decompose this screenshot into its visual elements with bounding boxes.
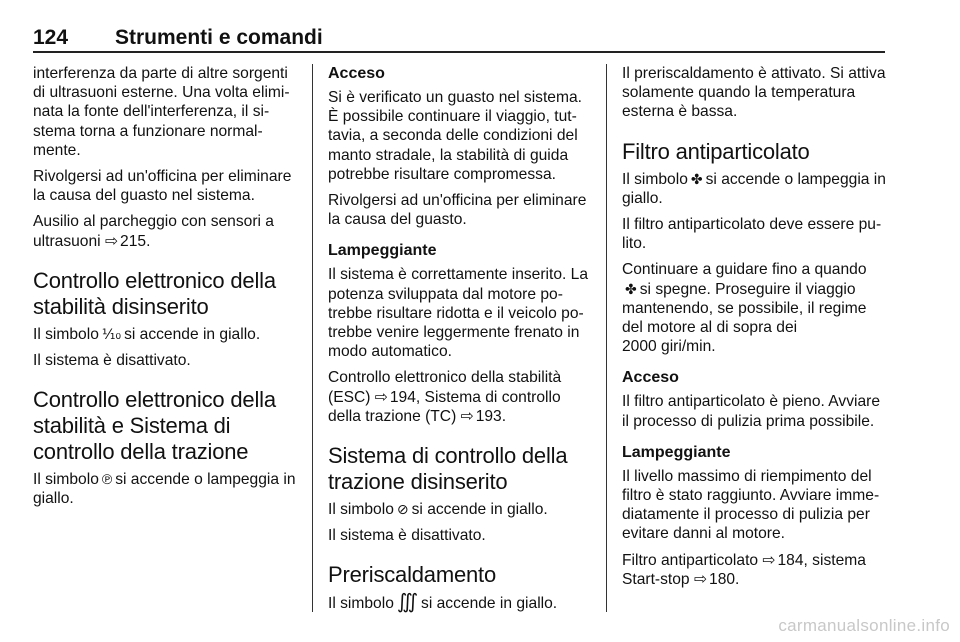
particulate-filter-icon: ✤ [690,170,703,187]
page-ref[interactable]: 193. [475,407,507,425]
page-ref[interactable]: 184, sistema Start-stop [622,551,866,588]
page-header [33,26,885,52]
paragraph [33,325,300,344]
page-ref-arrow-icon: ⇨ [104,232,119,250]
subheading: Lampeggiante [328,242,437,260]
page-ref[interactable]: 215. [120,232,151,250]
section-heading: Controllo elettronico della stabilità e Sistema di controllo della trazione [33,387,276,465]
paragraph: Il sistema è correttamente inserito. La potenza sviluppata dal motore potrebbe risultare ridotta e il veicolo potrebbe venire leggermente frenato in modo automatico. [328,266,589,361]
paragraph: Il sistema è disattivato. [33,352,191,370]
paragraph: Il sistema è disattivato. [328,527,486,545]
section-heading: Controllo elettronico della stabilità disinserito [33,267,276,319]
esc-off-icon: ⅒ [101,325,122,342]
paragraph: Il filtro antiparticolato è pieno. Avviare il processo di pulizia prima possibile. [622,393,881,430]
paragraph [622,170,888,208]
page-number: 124 [33,26,69,49]
tc-off-icon: ⊘ [396,501,409,518]
text: Il simbolo [622,170,688,188]
page-ref-arrow-icon: ⇨ [460,407,474,425]
preheat-coil-icon: ∭ [396,591,419,614]
paragraph: interferenza da parte di altre sorgenti di ultrasuoni esterne. Una volta eliminata la fonte dell'interferenza, il sistema torna a funzionare normalmente. [33,65,290,159]
esc-tc-icon: ℗ [101,471,113,488]
paragraph [33,470,300,508]
paragraph: Rivolgersi ad un'officina per eliminare la causa del guasto. [328,192,587,229]
text: Il simbolo [328,501,394,519]
paragraph [622,551,888,589]
text: si accende in giallo. [421,595,558,613]
section-heading: Sistema di controllo della trazione disinserito [328,443,568,495]
watermark: carmanualsonline.info [778,616,950,635]
column-divider [312,64,313,612]
subheading: Lampeggiante [622,443,731,461]
paragraph: Il preriscaldamento è attivato. Si attiva solamente quando la temperatura esterna è bassa. [622,65,886,121]
text: Filtro antiparticolato [622,551,759,569]
paragraph: Rivolgersi ad un'officina per eliminare la causa del guasto nel sistema. [33,168,292,205]
paragraph [33,212,300,250]
text: si accende in giallo. [124,325,261,343]
paragraph [328,368,592,426]
section-heading: Preriscaldamento [328,562,496,588]
text: Controllo elettronico della stabilità (ESC) [328,369,562,406]
text: si spegne. Proseguire il viaggio mantenendo, se possibile, il regime del motore al di sopra dei 2000 giri/min. [622,280,867,356]
subheading: Acceso [622,369,679,387]
header-rule [33,51,885,53]
running-title: Strumenti e comandi [115,26,323,49]
column-right [622,64,888,596]
page-ref-arrow-icon: ⇨ [762,551,776,569]
text: Il simbolo [328,595,394,613]
page-ref-arrow-icon: ⇨ [693,570,708,588]
column-middle [328,64,592,621]
text: si accende o lampeggia in giallo. [33,471,296,508]
text: Ausilio al parcheggio con sensori a ultrasuoni [33,213,274,250]
paragraph [622,260,888,356]
paragraph: Il livello massimo di riempimento del filtro è stato raggiunto. Avviare immediatamente il processo di pulizia per evitare danni al motore. [622,467,880,543]
paragraph: Il filtro antiparticolato deve essere pulito. [622,216,882,253]
text: Continuare a guidare fino a quando [622,261,867,279]
paragraph [328,500,592,519]
text: si accende in giallo. [411,501,548,519]
paragraph [328,593,592,613]
column-divider [606,64,607,612]
particulate-filter-icon: ✤ [625,280,637,297]
subheading: Acceso [328,65,385,82]
column-left [33,64,300,516]
text: Il simbolo [33,471,99,489]
paragraph: Si è verificato un guasto nel sistema. È possibile continuare il viaggio, tuttavia, a seconda delle condizioni del manto stradale, la stabilità di guida potrebbe risultare compromessa. [328,89,582,183]
page-ref[interactable]: 180. [709,570,740,588]
text: Il simbolo [33,325,99,343]
text: si accende o lampeggia in giallo. [622,170,886,207]
section-heading: Filtro antiparticolato [622,138,810,164]
page-ref-arrow-icon: ⇨ [374,388,388,406]
page-ref[interactable]: 194, Sistema di controllo della trazione (TC) [328,388,561,425]
